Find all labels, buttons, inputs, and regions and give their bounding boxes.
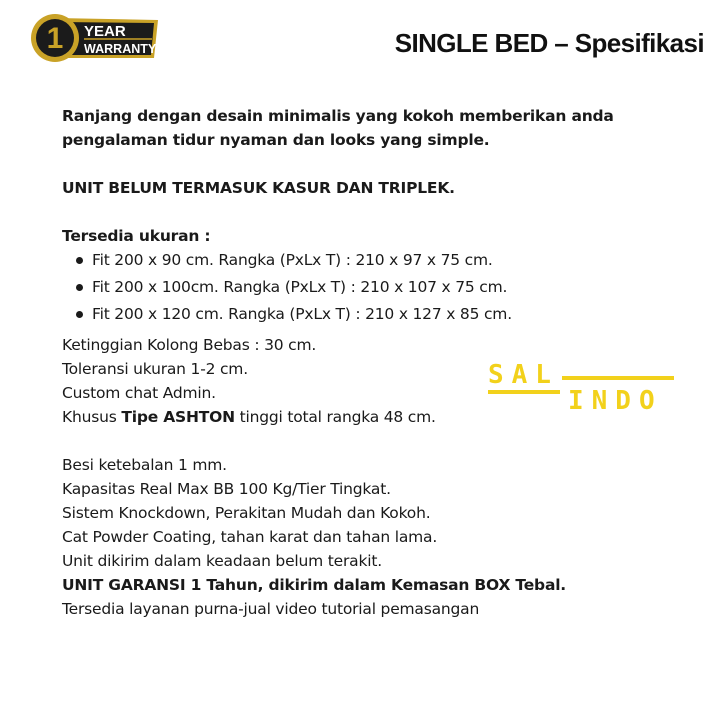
system-text: Sistem Knockdown, Perakitan Mudah dan Kokoh. <box>62 504 431 522</box>
tolerance-text: Toleransi ukuran 1-2 cm. <box>62 360 248 378</box>
watermark-word-2: INDO <box>568 386 663 416</box>
size-list <box>62 248 662 326</box>
page-title: SINGLE BED – Spesifikasi <box>394 28 704 58</box>
badge-warranty: WARRANTY <box>84 42 157 56</box>
warranty-badge <box>30 12 160 64</box>
bullet-icon <box>76 284 83 291</box>
badge-year: YEAR <box>84 23 126 40</box>
intro-line-2: pengalaman tidur nyaman dan looks yang simple. <box>62 131 490 149</box>
badge-digit: 1 <box>46 22 64 55</box>
thickness-text: Besi ketebalan 1 mm. <box>62 456 227 474</box>
intro-line-1: Ranjang dengan desain minimalis yang kokoh memberikan anda <box>62 107 614 125</box>
size-item: Fit 200 x 120 cm. Rangka (PxLx T) : 210 x 127 x 85 cm. <box>62 302 662 326</box>
custom-text: Custom chat Admin. <box>62 384 216 402</box>
ashton-type: Tipe ASHTON <box>121 408 235 426</box>
capacity-text: Kapasitas Real Max BB 100 Kg/Tier Tingkat. <box>62 480 391 498</box>
size-item: Fit 200 x 90 cm. Rangka (PxLx T) : 210 x 97 x 75 cm. <box>62 248 662 272</box>
bullet-icon <box>76 257 83 264</box>
watermark-line-top <box>562 376 674 380</box>
notice-text: UNIT BELUM TERMASUK KASUR DAN TRIPLEK. <box>62 179 455 197</box>
salindo-watermark <box>488 360 678 420</box>
warranty-badge-graphic <box>30 12 160 64</box>
coating-text: Cat Powder Coating, tahan karat dan tahan lama. <box>62 528 438 546</box>
size-item: Fit 200 x 100cm. Rangka (PxLx T) : 210 x 107 x 75 cm. <box>62 275 662 299</box>
bullet-icon <box>76 311 83 318</box>
shipping-text: Unit dikirim dalam keadaan belum terakit. <box>62 552 382 570</box>
warranty-text: UNIT GARANSI 1 Tahun, dikirim dalam Kemasan BOX Tebal. <box>62 576 566 594</box>
watermark-line-bottom <box>488 390 560 394</box>
clearance-text: Ketinggian Kolong Bebas : 30 cm. <box>62 336 317 354</box>
service-text: Tersedia layanan purna-jual video tutorial pemasangan <box>62 600 480 618</box>
sizes-title: Tersedia ukuran : <box>62 227 211 245</box>
ashton-text: Khusus Tipe ASHTON tinggi total rangka 48 cm. <box>62 408 436 426</box>
watermark-word-1: SAL <box>488 360 559 390</box>
